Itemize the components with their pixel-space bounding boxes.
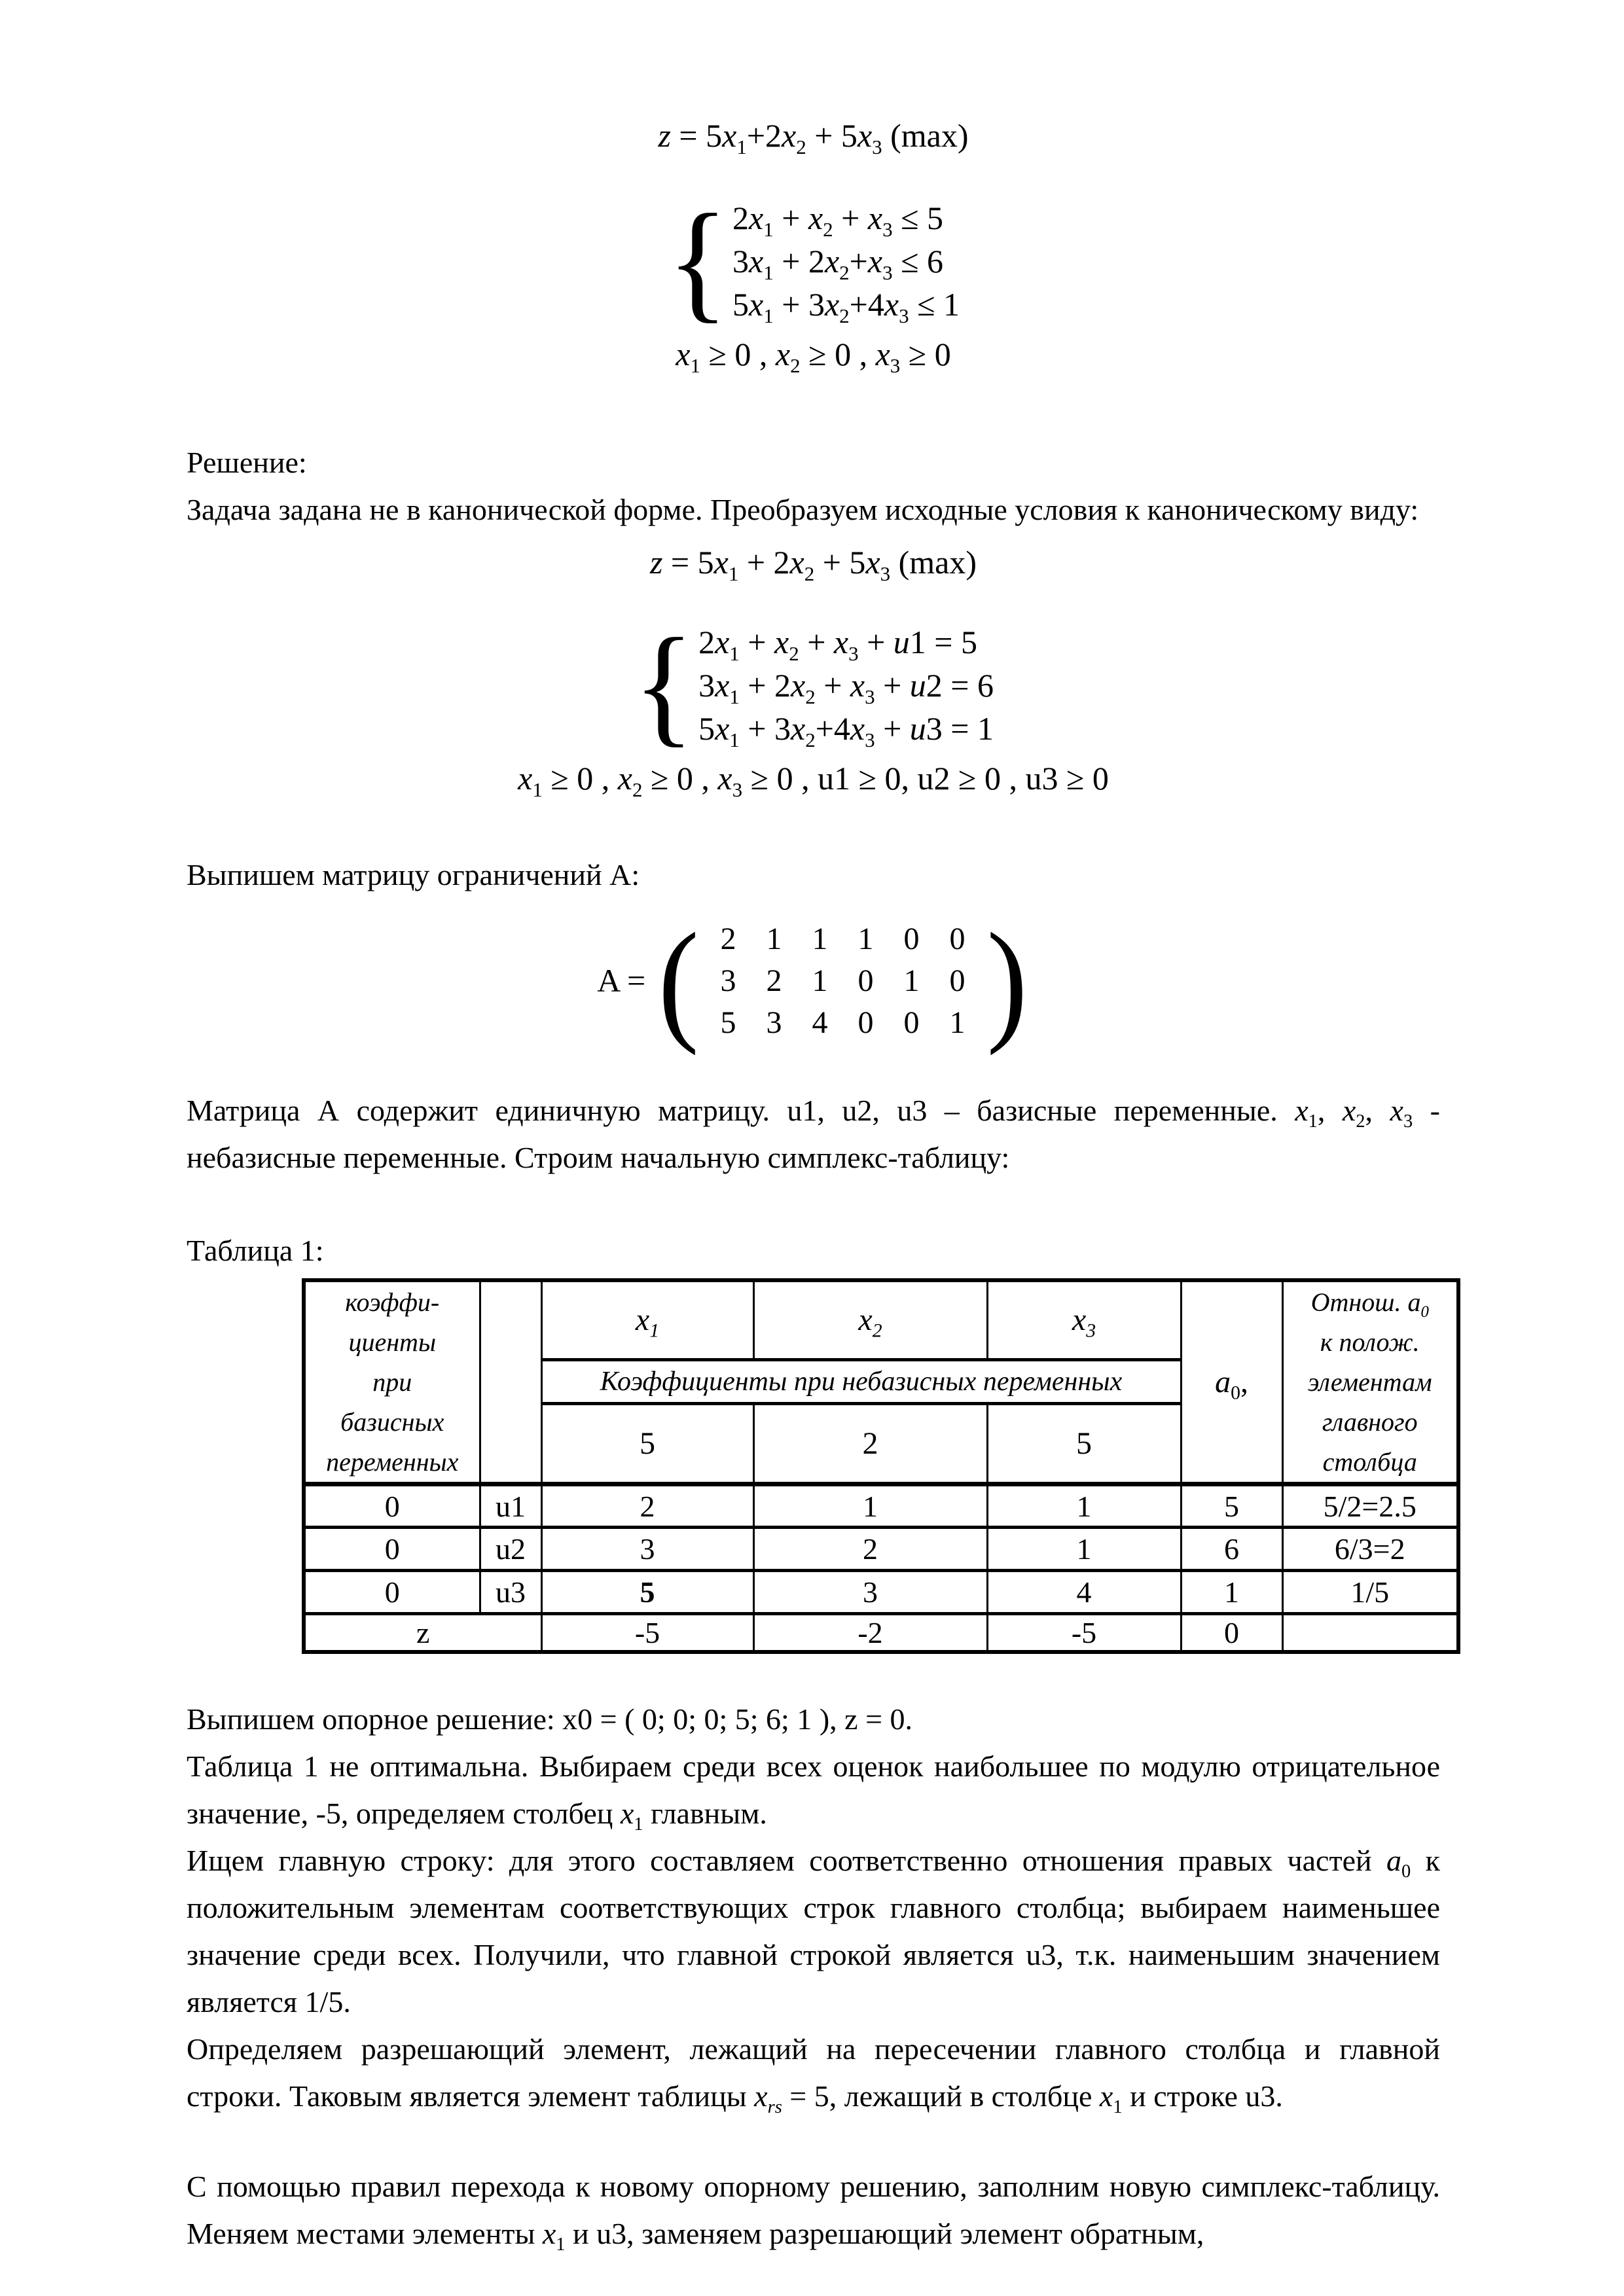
intro-paragraph: Задача задана не в канонической форме. Преобразуем исходные условия к каноническому виду:: [187, 493, 1419, 526]
table-row: [304, 1484, 1458, 1528]
table-cell: 2: [753, 1528, 987, 1571]
matrix-grid: [706, 918, 981, 1043]
left-brace: {: [633, 611, 695, 759]
table-cell: 6: [1181, 1528, 1282, 1571]
matrix-cell: 1: [812, 921, 828, 956]
table-cell: u2: [480, 1528, 541, 1571]
table-cell: 5: [1181, 1484, 1282, 1528]
matrix-cell: 4: [812, 1005, 828, 1040]
table-cell: -5: [541, 1614, 753, 1653]
matrix-cell: 1: [766, 921, 782, 956]
table-cell: 0: [304, 1571, 480, 1614]
right-paren: ): [986, 905, 1028, 1056]
main-row-paragraph: Ищем главную строку: для этого составляем соответственно отношения правых частей $a_0$ к положительным элементам соответствующих строк главного столбца; выбираем наименьшее значение среди всех. Получили, что главной строкой является u3, т.к. наименьшим значением является 1/5.: [187, 1844, 1440, 2018]
header-x1-cell: $x_1$: [541, 1280, 753, 1359]
matrix-cell: 5: [720, 1005, 736, 1040]
constraint-matrix: [187, 905, 1440, 1056]
not-optimal-paragraph: Таблица 1 не оптимальна. Выбираем среди всех оценок наибольшее по модулю отрицательное значение, -5, определяем столбец $x_1$ главным.: [187, 1749, 1440, 1835]
table-cell: -2: [753, 1614, 987, 1653]
matrix-cell: 1: [812, 963, 828, 998]
header-coeff-cell: 5: [541, 1403, 753, 1484]
matrix-label: A =: [597, 962, 646, 999]
solution-heading: Решение:: [187, 446, 307, 479]
matrix-cell: 1: [949, 1005, 965, 1040]
table-cell: 5/2=2.5: [1282, 1484, 1458, 1528]
matrix-cell: 0: [949, 963, 965, 998]
simplex-table: [302, 1278, 1460, 1654]
constraint-line: $3x_1 + 2x_2 + x_3 + u2 = 6$: [698, 667, 994, 708]
header-line: столбца: [1322, 1447, 1417, 1477]
constraint-line: $2x_1 + x_2 + x_3 \le 5$: [732, 200, 944, 241]
matrix-cell: 0: [857, 963, 874, 998]
header-band-cell: Коэффициенты при небазисных переменных: [541, 1359, 1181, 1403]
header-line: циенты: [348, 1327, 437, 1357]
matrix-cell: 1: [903, 963, 920, 998]
matrix-cell: 0: [903, 1005, 920, 1040]
table-header-row: [304, 1280, 1458, 1359]
table-cell: 2: [541, 1484, 753, 1528]
canonical-nonnegativity-line: $x_1 \ge 0$ , $x_2 \ge 0$ , $x_3 \ge 0$ , u1 ≥ 0, u2 ≥ 0 , u3 ≥ 0: [518, 760, 1109, 801]
transition-paragraph: С помощью правил перехода к новому опорному решению, заполним новую симплекс-таблицу. Меняем местами элементы $x_1$ и u3, заменяем разрешающий элемент обратным,: [187, 2170, 1440, 2255]
canonical-objective-formula: $z = 5x_1 + 2x_2 + 5x_3$ (max): [649, 544, 977, 585]
header-basis-coeff-cell: [304, 1280, 480, 1484]
header-line: переменных: [326, 1447, 459, 1477]
matrix-cell: 0: [903, 921, 920, 956]
table-row: [304, 1528, 1458, 1571]
constraint-lines: [732, 196, 960, 326]
constraint-line: $3x_1 + 2x_2+x_3 \le 6$: [732, 243, 944, 284]
matrix-intro-paragraph: Выпишем матрицу ограничений А:: [187, 858, 640, 891]
table-cell: 3: [753, 1571, 987, 1614]
page-content: [0, 115, 1624, 2257]
table-cell: -5: [987, 1614, 1181, 1653]
matrix-cell: 2: [720, 921, 736, 956]
matrix-cell: 1: [857, 921, 874, 956]
header-coeff-cell: 2: [753, 1403, 987, 1484]
matrix-cell: 2: [766, 963, 782, 998]
table-cell: [1282, 1614, 1458, 1653]
header-a0-cell: $a_0$,: [1181, 1280, 1282, 1484]
table-cell: 1/5: [1282, 1571, 1458, 1614]
table-cell: 0: [304, 1528, 480, 1571]
table-cell: u3: [480, 1571, 541, 1614]
constraint-system: [187, 187, 1440, 335]
header-line: базисных: [340, 1407, 444, 1437]
matrix-cell: 3: [766, 1005, 782, 1040]
header-ratio-cell: [1282, 1280, 1458, 1484]
constraint-lines: [698, 620, 994, 750]
table-cell: 1: [753, 1484, 987, 1528]
matrix-cell: 0: [857, 1005, 874, 1040]
table-cell: u1: [480, 1484, 541, 1528]
table-cell: 6/3=2: [1282, 1528, 1458, 1571]
header-coeff-cell: 5: [987, 1403, 1181, 1484]
table-cell: 3: [541, 1528, 753, 1571]
table-z-row: [304, 1614, 1458, 1653]
table-cell: 4: [987, 1571, 1181, 1614]
table-cell: 1: [1181, 1571, 1282, 1614]
support-solution-paragraph: Выпишем опорное решение: x0 = ( 0; 0; 0; 5; 6; 1 ), z = 0.: [187, 1702, 913, 1736]
objective-formula: $z = 5x_1+2x_2 + 5x_3$ (max): [658, 117, 969, 158]
pivot-paragraph: Определяем разрешающий элемент, лежащий на пересечении главного столбца и главной строки. Таковым является элемент таблицы $x_{rs} = 5$, лежащий в столбце $x_1$ и строке u3.: [187, 2032, 1440, 2118]
basis-note-paragraph: Матрица А содержит единичную матрицу. u1, u2, u3 – базисные переменные. $x_1$, $x_2$, $x_3$ - небазисные переменные. Строим начальную симплекс-таблицу:: [187, 1094, 1440, 1174]
header-line: к полож.: [1320, 1327, 1420, 1357]
table-cell: 0: [1181, 1614, 1282, 1653]
canonical-constraint-system: [187, 611, 1440, 759]
constraint-line: $5x_1 + 3x_2+4x_3 \le 1$: [732, 286, 960, 327]
paragraph-spacer: [187, 2120, 1440, 2163]
matrix-cell: 3: [720, 963, 736, 998]
constraint-line: $2x_1 + x_2 + x_3 + u1 = 5$: [698, 624, 977, 665]
table-cell: 1: [987, 1528, 1181, 1571]
table-row: [304, 1571, 1458, 1614]
header-line: главного: [1322, 1407, 1418, 1437]
pivot-cell: 5: [541, 1571, 753, 1614]
header-line: Отнош. $a_0$: [1310, 1287, 1429, 1321]
header-line: коэффи-: [345, 1287, 440, 1317]
header-x2-cell: $x_2$: [753, 1280, 987, 1359]
nonnegativity-line: $x_1 \ge 0$ , $x_2 \ge 0$ , $x_3 \ge 0$: [676, 336, 951, 377]
matrix-cell: 0: [949, 921, 965, 956]
table-cell: 1: [987, 1484, 1181, 1528]
left-brace: {: [666, 187, 729, 335]
table-cell: z: [416, 1616, 430, 1649]
header-line: при: [372, 1367, 412, 1397]
header-line: элементам: [1307, 1367, 1432, 1397]
header-basis-var-cell: [480, 1280, 541, 1484]
constraint-line: $5x_1 + 3x_2+4x_3 + u3 = 1$: [698, 710, 994, 751]
table-caption: Таблица 1:: [187, 1234, 324, 1267]
left-paren: (: [658, 905, 700, 1056]
table-cell: 0: [304, 1484, 480, 1528]
header-x3-cell: $x_3$: [987, 1280, 1181, 1359]
